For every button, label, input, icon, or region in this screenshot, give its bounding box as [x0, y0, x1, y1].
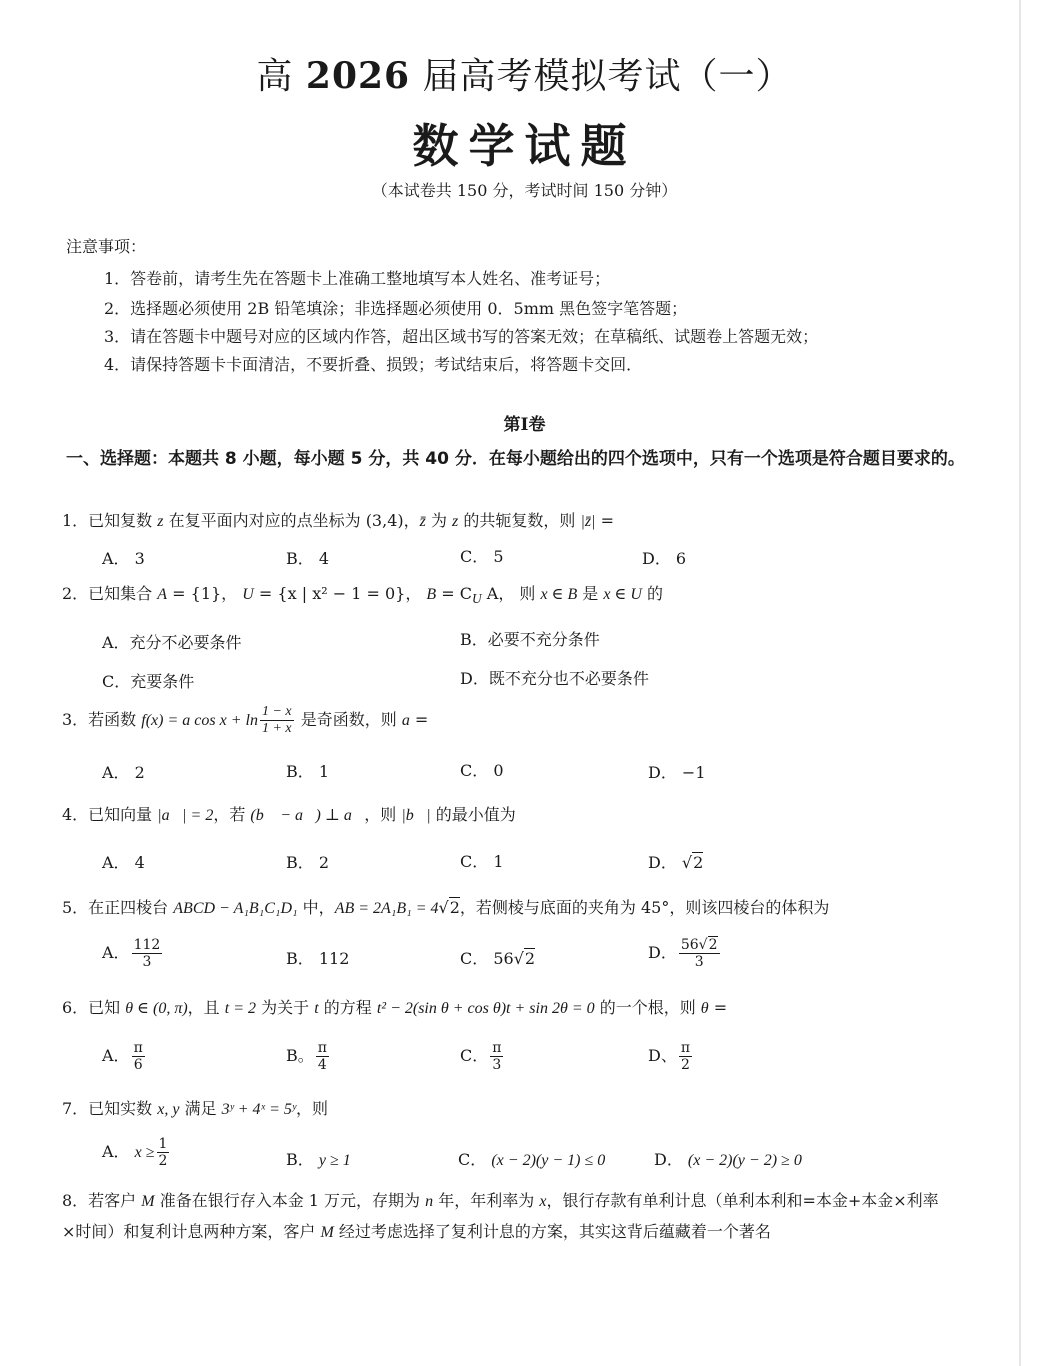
- part-title: 第Ⅰ卷: [503, 415, 546, 435]
- option-b: B． 2: [286, 853, 330, 872]
- option-a: A． $\frac{112}{3}$: [102, 937, 161, 970]
- option-d: D．既不充分也不必要条件: [460, 669, 649, 688]
- option-a: A． 3: [102, 549, 145, 568]
- option-a: A．充分不必要条件: [102, 633, 242, 652]
- fraction: $\frac{\pi}{4}$: [317, 1040, 327, 1073]
- question-5: 5．在正四棱台 ABCD − A₁B₁C₁D₁ 中，AB = 2A₁B₁ = 4√2，若侧棱与底面的夹角为 45°，则该四棱台的体积为: [62, 898, 830, 917]
- notice-item: 4．请保持答题卡卡面清洁，不要折叠、损毁；考试结束后，将答题卡交回．: [104, 355, 643, 374]
- question-2: 2．已知集合 A = {1}， U = {x | x² − 1 = 0}， $B = C_U$ A， 则 x ∈ B 是 x ∈ U 的: [62, 584, 663, 607]
- option-a: A． $\frac{\pi}{6}$: [102, 1040, 143, 1073]
- option-b: B。 $\frac{\pi}{4}$: [286, 1040, 327, 1073]
- question-7: 7．已知实数 x, y 满足 3ʸ + 4ˣ = 5ʸ，则: [62, 1099, 328, 1118]
- option-d: D． 6: [642, 549, 687, 568]
- question-8: 8．若客户 M 准备在银行存入本金 1 万元，存期为 n 年，年利率为 x，银行存款有单利计息（单利本利和=本金+本金×利率×时间）和复利计息两种方案，客户 M 经过考虑选择了复利计息的方案，其实这背后蕴藏着一个著名: [62, 1191, 939, 1241]
- option-d: D、 $\frac{\pi}{2}$: [648, 1040, 691, 1073]
- option-a: A． 4: [102, 853, 145, 872]
- option-b: B． 1: [286, 762, 330, 781]
- option-c: C． 5: [460, 547, 504, 566]
- option-c: C． 56√2: [460, 949, 536, 968]
- option-d: D． −1: [648, 763, 706, 782]
- question-6: 6．已知 θ ∈ (0, π)，且 t = 2 为关于 t 的方程 t² − 2(sin θ + cos θ)t + sin 2θ = 0 的一个根，则 θ =: [62, 998, 728, 1017]
- notice-item: 1．答卷前，请考生先在答题卡上准确工整地填写本人姓名、准考证号；: [104, 269, 611, 288]
- fraction: $\frac{1 - x}{1 + x}$: [261, 704, 292, 736]
- fraction: $\frac{1}{2}$: [158, 1136, 168, 1169]
- exam-info: （本试卷共 150 分，考试时间 150 分钟）: [371, 181, 678, 200]
- option-b: B． y ≥ 1: [286, 1150, 351, 1169]
- option-d: D． (x − 2)(y − 2) ≥ 0: [654, 1150, 802, 1169]
- option-c: C． 1: [460, 852, 504, 871]
- option-d: D． √2: [648, 853, 704, 872]
- page-edge-line: [1019, 0, 1021, 1366]
- option-b: B． 112: [286, 949, 350, 968]
- option-b: B． 4: [286, 549, 330, 568]
- option-c: C． 0: [460, 761, 504, 780]
- question-4: 4．已知向量 |a⃗| = 2，若 (b⃗ − a⃗) ⊥ a⃗，则 |b⃗| 的最小值为: [62, 805, 516, 824]
- subject-title: 数学试题: [412, 119, 637, 173]
- fraction: $\frac{\pi}{2}$: [680, 1040, 691, 1073]
- fraction: $\frac{\pi}{3}$: [492, 1040, 502, 1073]
- question-1: 1．已知复数 z 在复平面内对应的点坐标为 (3,4)，z̄ 为 z 的共轭复数，则 |z̄| =: [62, 511, 614, 530]
- fraction: $\frac{56√2}{3}$: [680, 937, 718, 970]
- fraction: $\frac{\pi}{6}$: [133, 1040, 143, 1073]
- option-c: C． $\frac{\pi}{3}$: [460, 1040, 502, 1073]
- notice-item: 2．选择题必须使用 2B 铅笔填涂；非选择题必须使用 0．5mm 黑色签字笔答题；: [104, 299, 688, 318]
- option-b: B．必要不充分条件: [460, 630, 600, 649]
- option-a: A． 2: [102, 763, 145, 782]
- exam-title: 高 2026 届高考模拟考试（一）: [256, 55, 793, 97]
- fraction: $\frac{112}{3}$: [133, 937, 161, 970]
- section-title: 一、选择题：本题共 8 小题，每小题 5 分，共 40 分．在每小题给出的四个选项中，只有一个选项是符合题目要求的。: [66, 449, 965, 469]
- notice-heading: 注意事项：: [66, 237, 147, 256]
- option-a: A． x ≥ $\frac{1}{2}$: [102, 1136, 168, 1169]
- question-3: 3．若函数 f(x) = a cos x + ln $\frac{1 - x}{1 + x}$ 是奇函数，则 a =: [62, 704, 429, 736]
- option-c: C．充要条件: [102, 672, 195, 691]
- option-c: C． (x − 2)(y − 1) ≤ 0: [458, 1150, 606, 1169]
- option-d: D． $\frac{56√2}{3}$: [648, 937, 718, 970]
- notice-item: 3．请在答题卡中题号对应的区域内作答，超出区域书写的答案无效；在草稿纸、试题卷上答题无效；: [104, 327, 819, 346]
